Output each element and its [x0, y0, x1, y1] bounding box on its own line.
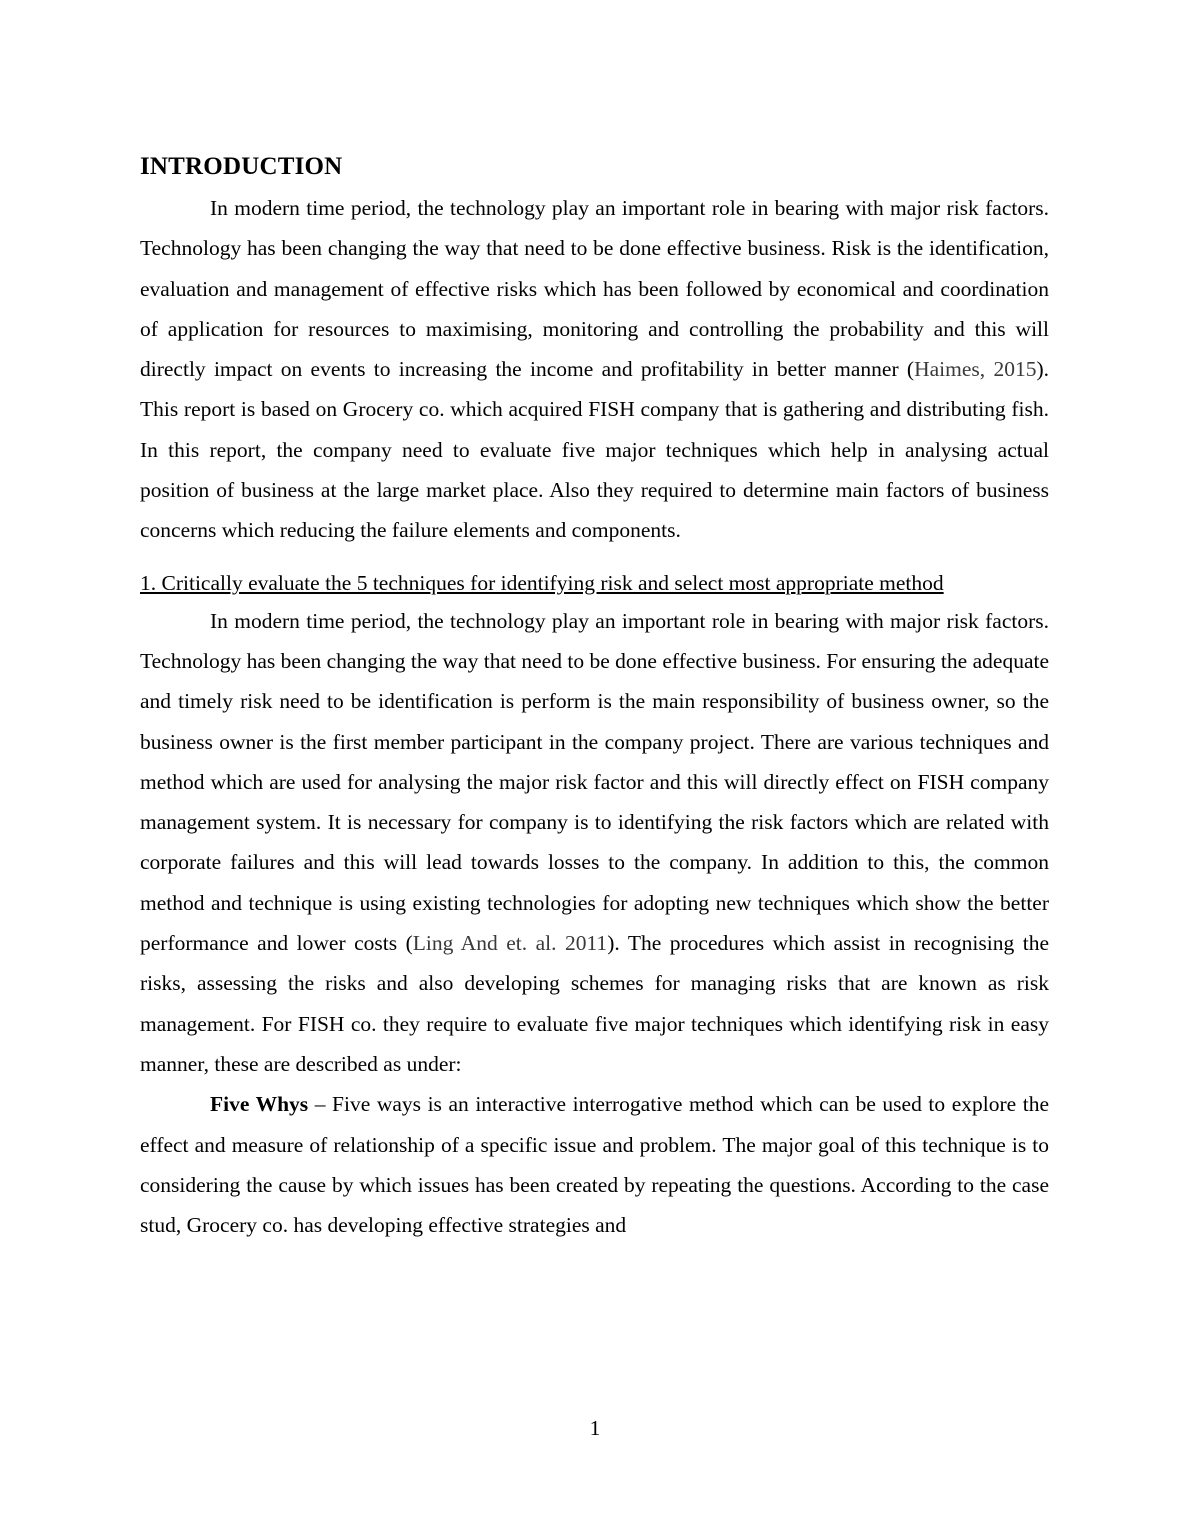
section-1-text-part-1: In modern time period, the technology play an important role in bearing with major risk factors. Technology has been changing the way that need to be done effective business. For ensuring the adequate and timely risk need to be identification is perform is the main responsibility of business owner, so the business owner is the first member participant in the company project. There are various techniques and method which are used for analysing the major risk factor and this will directly effect on FISH company management system. It is necessary for company is to identifying the risk factors which are related with corporate failures and this will lead towards losses to the company. In addition to this, the common method and technique is using existing technologies for adopting new techniques which show the better performance and lower costs ( [140, 608, 1049, 956]
section-1-paragraph [140, 601, 1049, 1085]
five-whys-text: – Five ways is an interactive interrogative method which can be used to explore the effect and measure of relationship of a specific issue and problem. The major goal of this technique is to considering the cause by which issues has been created by repeating the questions. According to the case stud, Grocery co. has developing effective strategies and [140, 1092, 1049, 1238]
page-number: 1 [589, 1416, 601, 1440]
page-body [140, 150, 1049, 1245]
introduction-heading: INTRODUCTION [140, 153, 343, 180]
section-1-text-part-2: ). The procedures which assist in recognising the risks, assessing the risks and also developing schemes for managing risks that are known as risk management. For FISH co. they require to evaluate five major techniques which identifying risk in easy manner, these are described as under: [140, 931, 1049, 1076]
five-whys-term: Five Whys [210, 1092, 309, 1117]
intro-text-part-1: In modern time period, the technology play an important role in bearing with major risk factors. Technology has been changing the way that need to be done effective business. Risk is the identification, evaluation and management of effective risks which has been followed by economical and coordination of application for resources to maximising, monitoring and controlling the probability and this will directly impact on events to increasing the income and profitability in better manner ( [140, 196, 1049, 382]
section-1-heading: 1. Critically evaluate the 5 techniques for identifying risk and select most appropriate method [140, 570, 944, 595]
intro-text-part-2: ). This report is based on Grocery co. which acquired FISH company that is gathering and distributing fish. In this report, the company need to evaluate five major techniques which help in analysing actual position of business at the large market place. Also they required to determine main factors of business concerns which reducing the failure elements and components. [140, 357, 1049, 543]
introduction-paragraph [140, 188, 1049, 551]
citation-haimes: Haimes, 2015 [914, 357, 1037, 382]
five-whys-paragraph [140, 1084, 1049, 1245]
citation-ling: Ling And et. al. 2011 [412, 931, 608, 956]
